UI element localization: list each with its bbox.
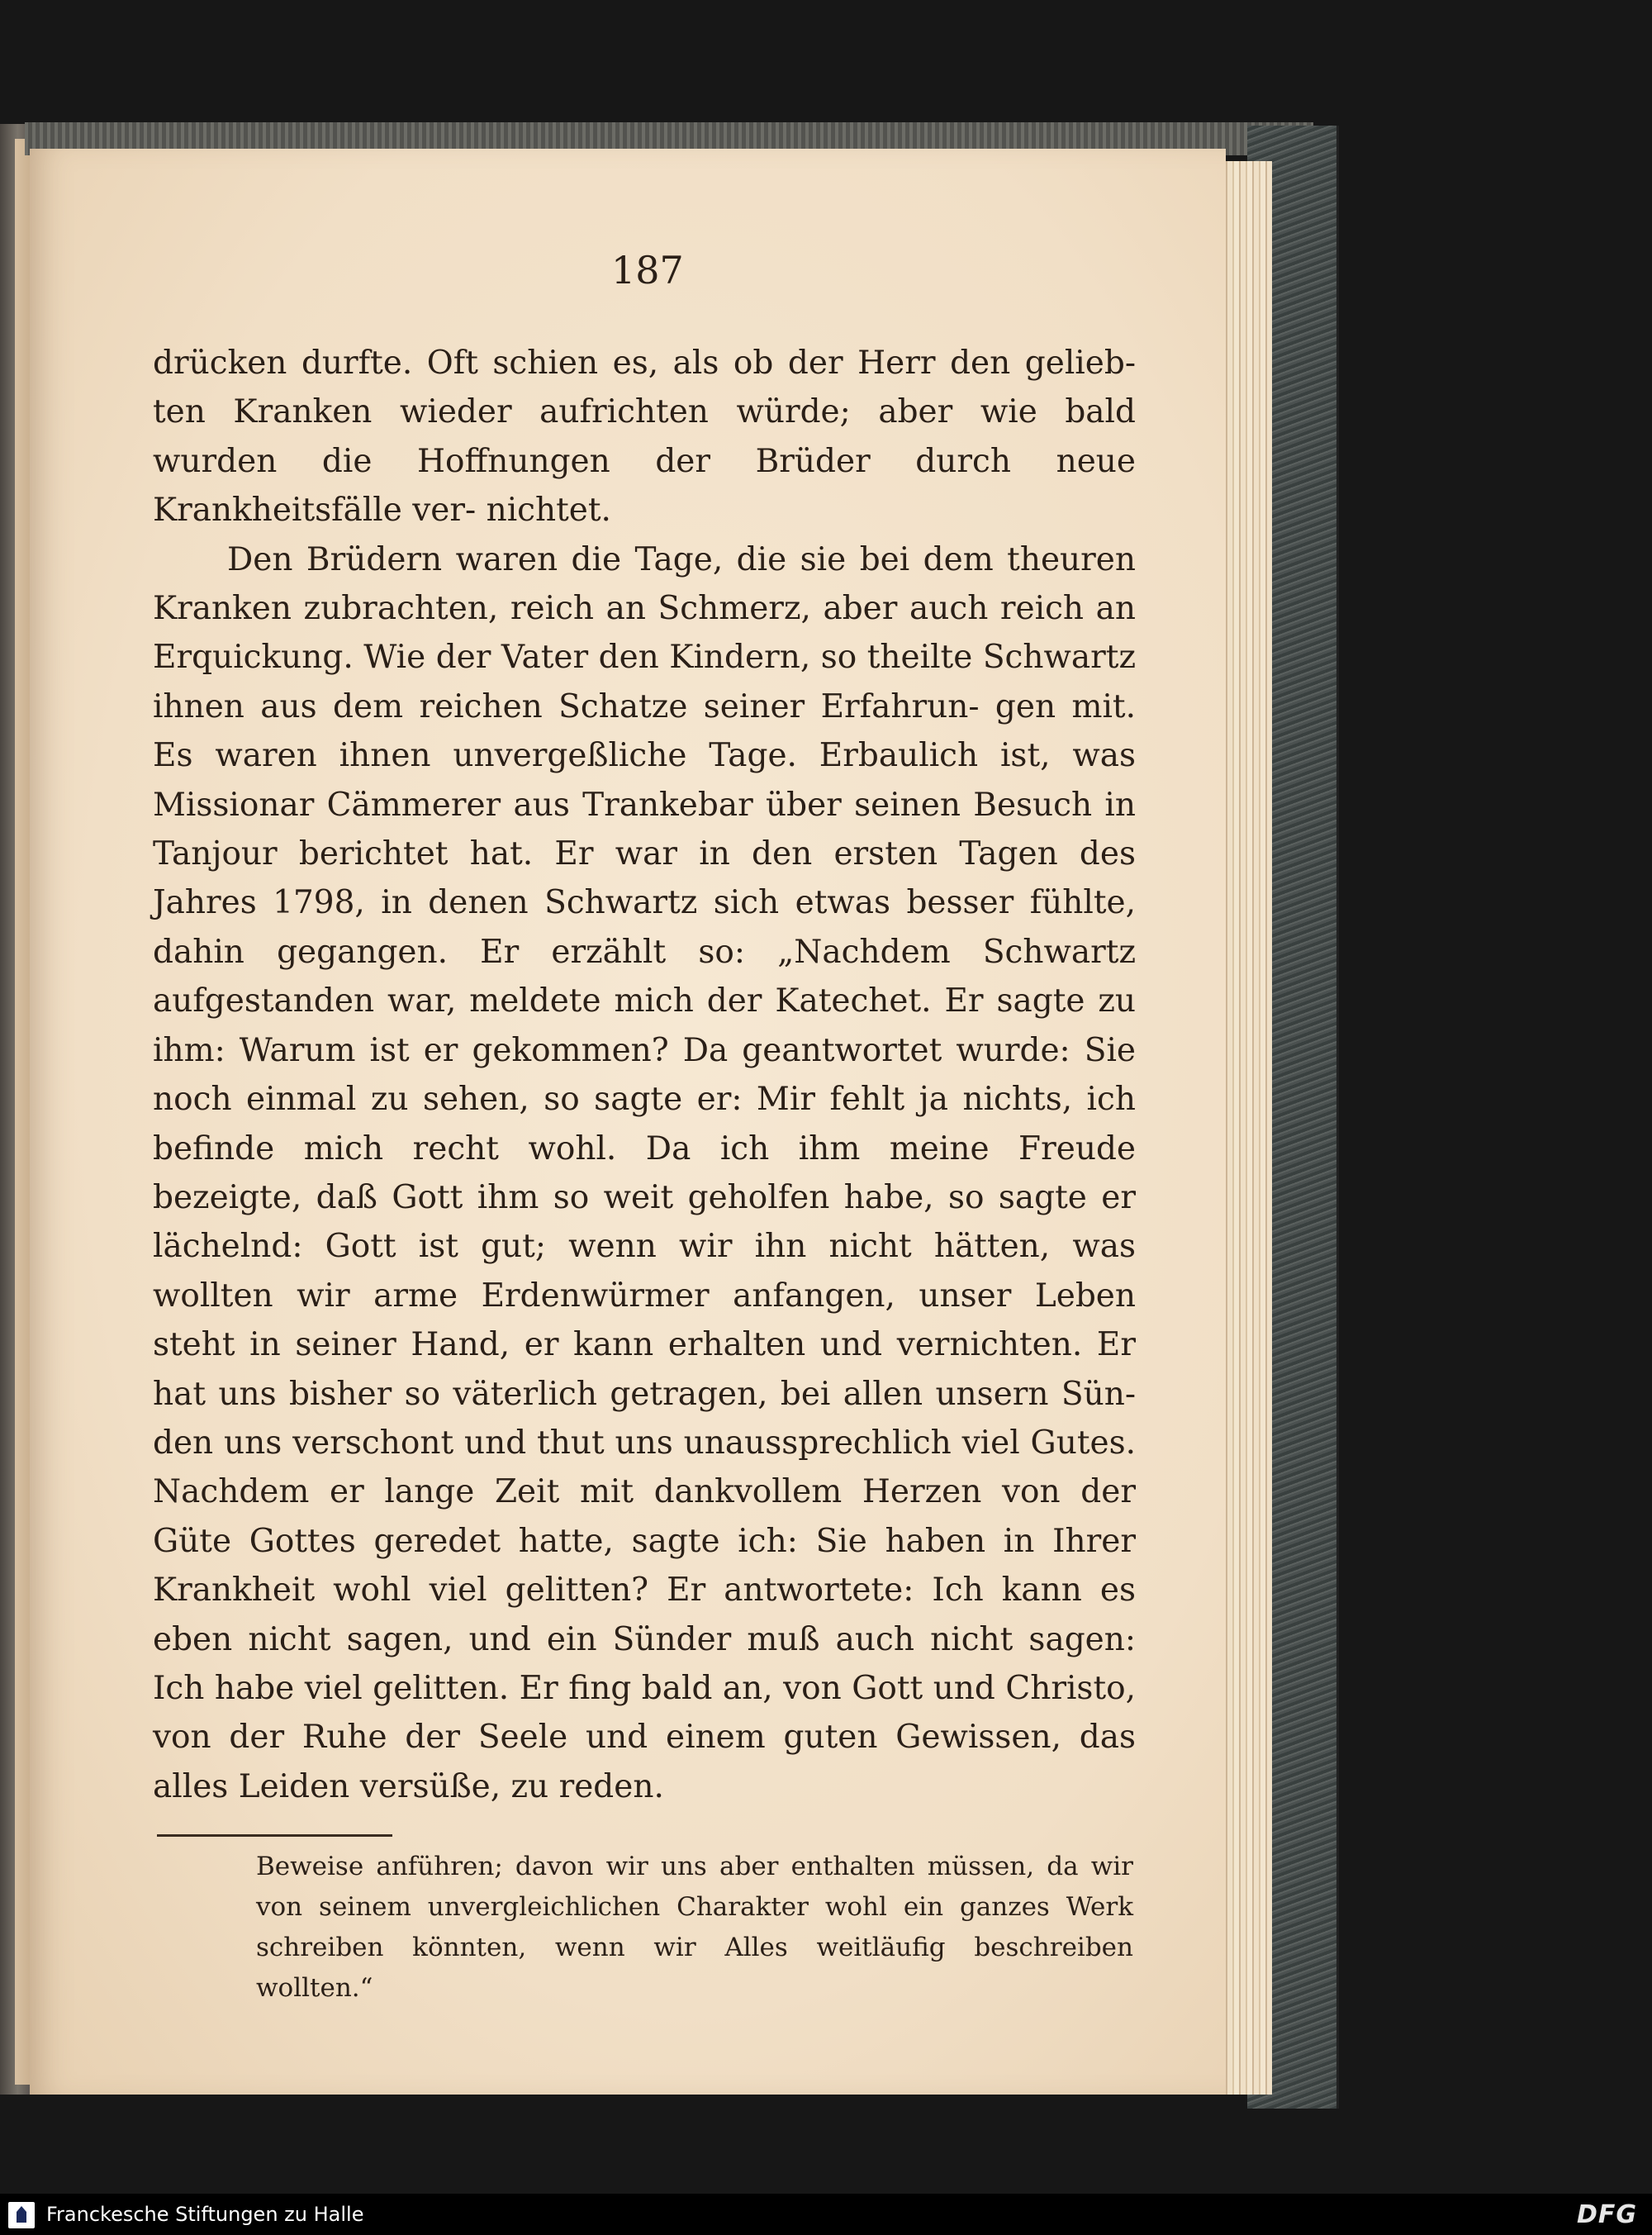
institution-emblem-icon	[8, 2202, 35, 2228]
footnote-divider	[157, 1834, 392, 1837]
body-text	[153, 339, 1136, 1811]
paragraph-2: Den Brüdern waren die Tage, die sie bei dem theuren Kranken zubrachten, reich an Schmerz, aber auch reich an Erquickung. Wie der Vater den Kindern, so theilte Schwartz ihnen aus dem reichen Schatze seiner Erfahrun- gen mit. Es waren ihnen unvergeßliche Tage. Erbaulich ist, was Missionar Cämmerer aus Trankebar über seinen Besuch in Tanjour berichtet hat. Er war in den ersten Tagen des Jahres 1798, in denen Schwartz sich etwas besser fühlte, dahin gegangen. Er erzählt so: „Nachdem Schwartz aufgestanden war, meldete mich der Katechet. Er sagte zu ihm: Warum ist er gekommen? Da geantwortet wurde: Sie noch einmal zu sehen, so sagte er: Mir fehlt ja nichts, ich befinde mich recht wohl. Da ich ihm meine Freude bezeigte, daß Gott ihm so weit geholfen habe, so sagte er lächelnd: Gott ist gut; wenn wir ihn nicht hätten, was wollten wir arme Erdenwürmer anfangen, unser Leben steht in seiner Hand, er kann erhalten und vernichten. Er hat uns bisher so väterlich getragen, bei allen unsern Sün- den uns verschont und thut uns unaussprechlich viel Gutes. Nachdem er lange Zeit mit dankvollem Herzen von der Güte Gottes geredet hatte, sagte ich: Sie haben in Ihrer Krankheit wohl viel gelitten? Er antwortete: Ich kann es eben nicht sagen, und ein Sünder muß auch nicht sagen: Ich habe viel gelitten. Er fing bald an, von Gott und Christo, von der Ruhe der Seele und einem guten Gewissen, das alles Leiden versüße, zu reden.	[153, 540, 1136, 1805]
paragraph-1: drücken durfte. Oft schien es, als ob der Herr den gelieb- ten Kranken wieder aufrichten würde; aber wie bald wurden die Hoffnungen der Brüder durch neue Krankheitsfälle ver- nichtet.	[153, 345, 1136, 530]
footnote: Beweise anführen; davon wir uns aber enthalten müssen, da wir von seinem unvergleichlichen Charakter wohl ein ganzes Werk schreiben könnten, wenn wir Alles weitläufig beschreiben wollten.“	[256, 1852, 1133, 2003]
page-number: 187	[611, 248, 684, 292]
dfg-logo: DFG	[1576, 2200, 1637, 2229]
institution-name: Franckesche Stiftungen zu Halle	[46, 2203, 364, 2226]
